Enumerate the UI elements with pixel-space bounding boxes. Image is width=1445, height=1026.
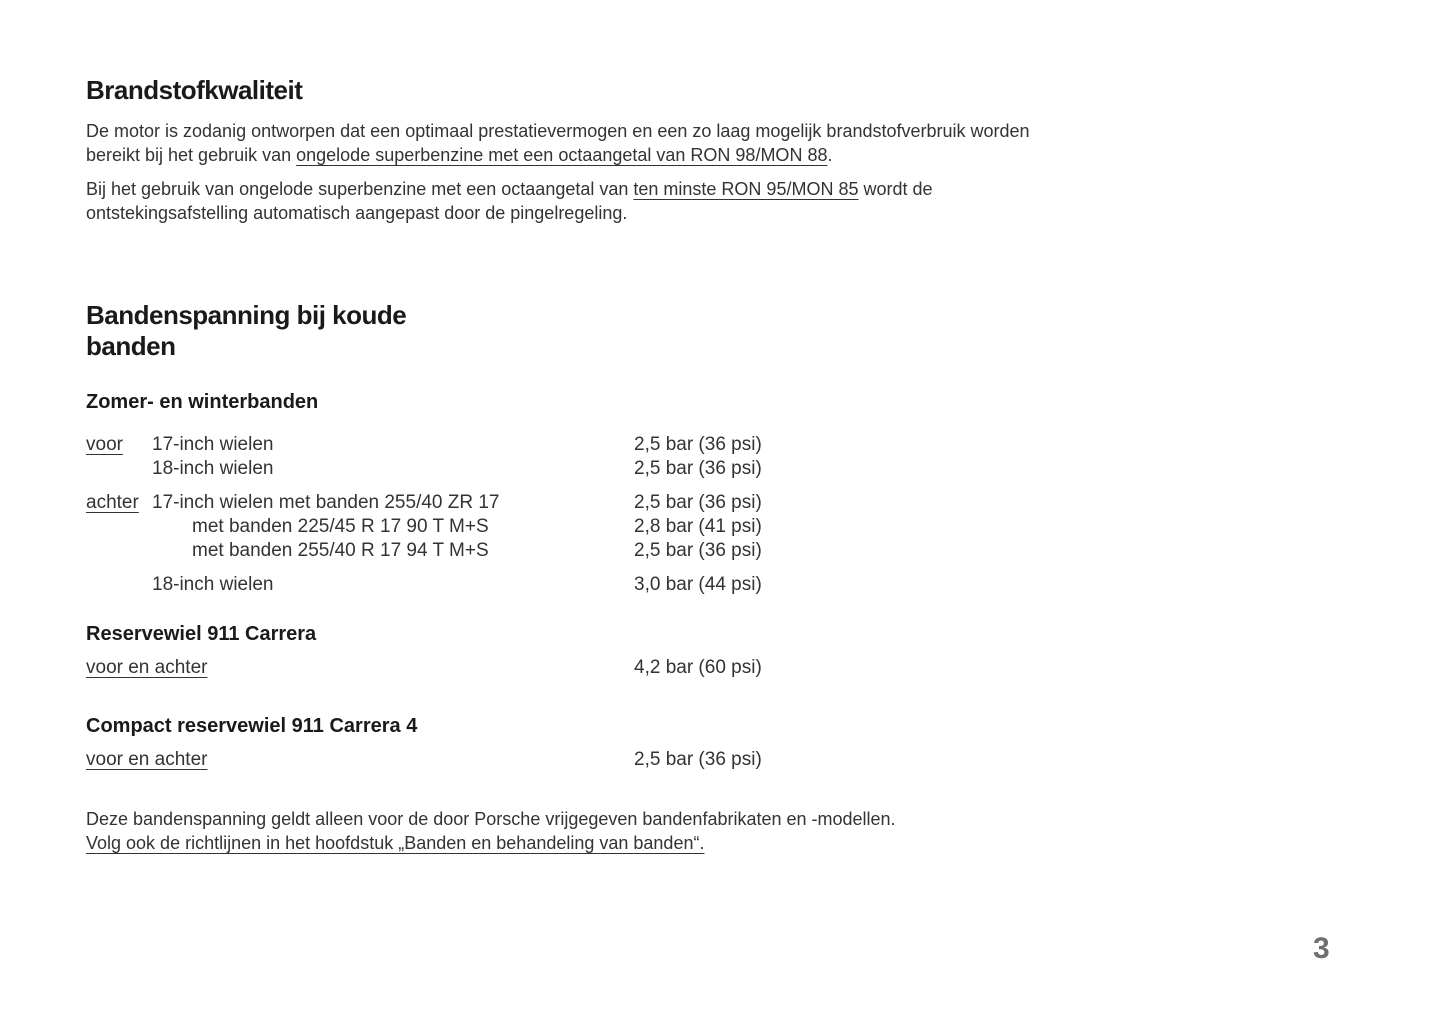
tyre-row-rear-17-zr (86, 491, 1046, 515)
fuel-paragraph-1-end: . (827, 145, 833, 165)
spare-position-label[interactable]: voor en achter (86, 657, 208, 678)
compact-spare-wheel-heading: Compact reservewiel 911 Carrera 4 (86, 715, 418, 737)
tyre-guidelines-link[interactable]: Volg ook de richtlijnen in het hoofdstuk „Banden en behandeling van banden“. (86, 833, 705, 853)
tyre-footnote (86, 807, 1046, 855)
summer-winter-tyres-heading: Zomer- en winterbanden (86, 391, 319, 413)
tyre-pressure-heading: Bandenspanning bij koude banden (86, 300, 407, 361)
footnote-line-1: Deze bandenspanning geldt alleen voor de door Porsche vrijgegeven bandenfabrikaten en -modellen. (86, 809, 896, 829)
spare-wheel-row (86, 656, 1046, 680)
compact-spare-pressure-value: 2,5 bar (36 psi) (634, 749, 762, 770)
tyre-description: met banden 255/40 R 17 94 T M+S (192, 540, 489, 561)
tyre-pressure-value: 2,5 bar (36 psi) (634, 540, 762, 561)
fuel-paragraph-2-text: Bij het gebruik van ongelode superbenzine met een octaangetal van (86, 179, 634, 199)
tyre-row-rear-17-225 (86, 515, 1046, 539)
tyre-row-front-18 (86, 457, 1046, 481)
fuel-octane-98-link[interactable]: ongelode superbenzine met een octaangetal van RON 98/MON 88 (296, 145, 828, 165)
tyre-description: 18-inch wielen (152, 458, 274, 479)
tyre-description: 18-inch wielen (152, 574, 274, 595)
position-rear-label[interactable]: achter (86, 492, 139, 513)
fuel-paragraph-2 (86, 177, 1046, 225)
spare-wheel-heading: Reservewiel 911 Carrera (86, 623, 317, 645)
tyre-pressure-value: 3,0 bar (44 psi) (634, 574, 762, 595)
tyre-pressure-value: 2,5 bar (36 psi) (634, 458, 762, 479)
manual-page (86, 0, 1046, 1026)
tyre-row-rear-18 (86, 573, 1046, 597)
tyre-row-rear-17-255 (86, 539, 1046, 563)
position-front-label[interactable]: voor (86, 434, 123, 455)
tyre-pressure-value: 2,5 bar (36 psi) (634, 434, 762, 455)
tyre-row-front-17 (86, 433, 1046, 457)
tyre-description: met banden 225/45 R 17 90 T M+S (192, 516, 489, 537)
compact-spare-position-label[interactable]: voor en achter (86, 749, 208, 770)
compact-spare-wheel-row (86, 748, 1046, 772)
fuel-paragraph-1 (86, 119, 1046, 167)
tyre-description: 17-inch wielen (152, 434, 274, 455)
tyre-description: 17-inch wielen met banden 255/40 ZR 17 (152, 492, 500, 513)
fuel-quality-heading: Brandstofkwaliteit (86, 75, 303, 105)
tyre-pressure-value: 2,8 bar (41 psi) (634, 516, 762, 537)
fuel-paragraph-2-end: wordt de ontstekingsafstelling automatisch aangepast door de pingelregeling. (86, 179, 933, 223)
fuel-octane-95-link[interactable]: ten minste RON 95/MON 85 (633, 179, 859, 199)
fuel-paragraph-1-text: De motor is zodanig ontworpen dat een optimaal prestatievermogen en een zo laag mogelijk brandstofverbruik worden bereikt bij het gebruik van (86, 121, 1030, 165)
page-number: 3 (1313, 932, 1330, 965)
spare-pressure-value: 4,2 bar (60 psi) (634, 657, 762, 678)
tyre-pressure-value: 2,5 bar (36 psi) (634, 492, 762, 513)
